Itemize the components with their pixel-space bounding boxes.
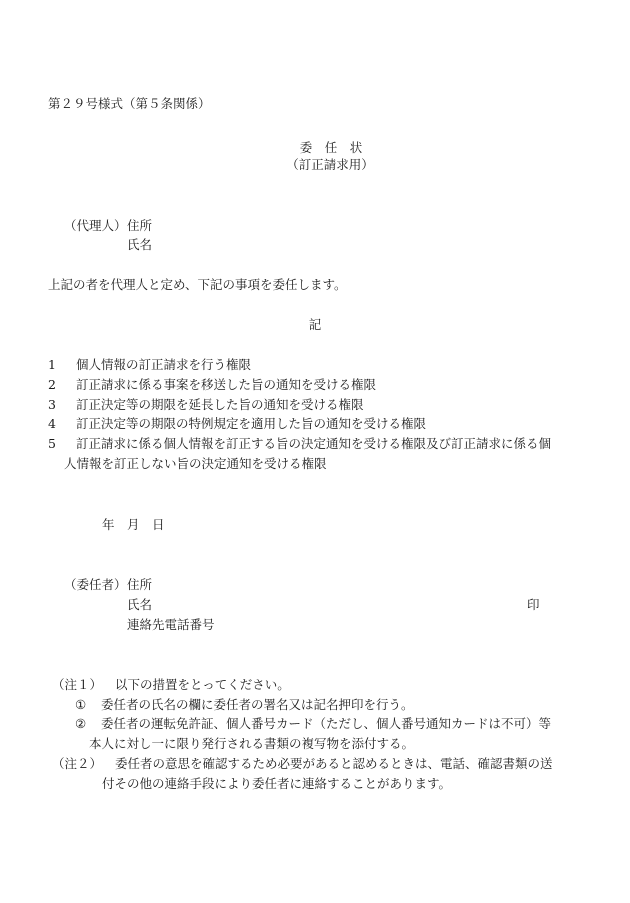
item-text: 訂正請求に係る事案を移送した旨の通知を受ける権限 [76, 377, 377, 392]
document-subtitle: （訂正請求用） [286, 157, 374, 172]
agent-role-label: （代理人） [64, 218, 127, 233]
note1-label: （注１） [52, 677, 103, 692]
note2-text-continued: 付その他の連絡手段により委任者に連絡することがあります。 [102, 776, 452, 791]
ki-heading: 記 [308, 317, 322, 332]
principal-role-label: （委任者） [64, 577, 127, 592]
note1-sub1-text: 委任者の氏名の欄に委任者の署名又は記名押印を行う。 [101, 697, 414, 712]
item-number: 1 [48, 357, 56, 372]
item-number: 5 [48, 436, 56, 451]
note1-sub2-mark: ② [75, 716, 87, 731]
item-text: 訂正請求に係る個人情報を訂正する旨の決定通知を受ける権限及び訂正請求に係る個 [76, 436, 552, 451]
item-number: 2 [48, 377, 56, 392]
note1-sub1-mark: ① [75, 697, 87, 712]
item-number: 4 [48, 416, 56, 431]
item-number: 3 [48, 397, 56, 412]
document-title: 委 任 状 [299, 140, 363, 155]
item-text-continued: 人情報を訂正しない旨の決定通知を受ける権限 [64, 456, 327, 471]
form-number-label: 第２９号様式（第５条関係） [48, 96, 211, 111]
note1-sub2-text-continued: 本人に対し一に限り発行される書類の複写物を添付する。 [89, 736, 415, 751]
item-text: 訂正決定等の期限の特例規定を適用した旨の通知を受ける権限 [76, 416, 427, 431]
note1-text: 以下の措置をとってください。 [115, 677, 290, 692]
note2-label: （注２） [52, 756, 103, 771]
note1-sub2-text: 委任者の運転免許証、個人番号カード（ただし、個人番号通知カードは不可）等 [101, 716, 552, 731]
date-line: 年 月 日 [102, 517, 165, 532]
agent-name-label: 氏名 [127, 237, 153, 252]
delegation-statement: 上記の者を代理人と定め、下記の事項を委任します。 [48, 277, 347, 292]
principal-phone-label: 連絡先電話番号 [127, 617, 215, 632]
item-text: 訂正決定等の期限を延長した旨の通知を受ける権限 [76, 397, 364, 412]
principal-name-label: 氏名 [127, 597, 153, 612]
agent-address-label: 住所 [127, 218, 153, 233]
item-text: 個人情報の訂正請求を行う権限 [76, 357, 252, 372]
seal-mark: 印 [527, 597, 540, 612]
note2-text: 委任者の意思を確認するため必要があると認めるときは、電話、確認書類の送 [115, 756, 553, 771]
principal-address-label: 住所 [127, 577, 153, 592]
